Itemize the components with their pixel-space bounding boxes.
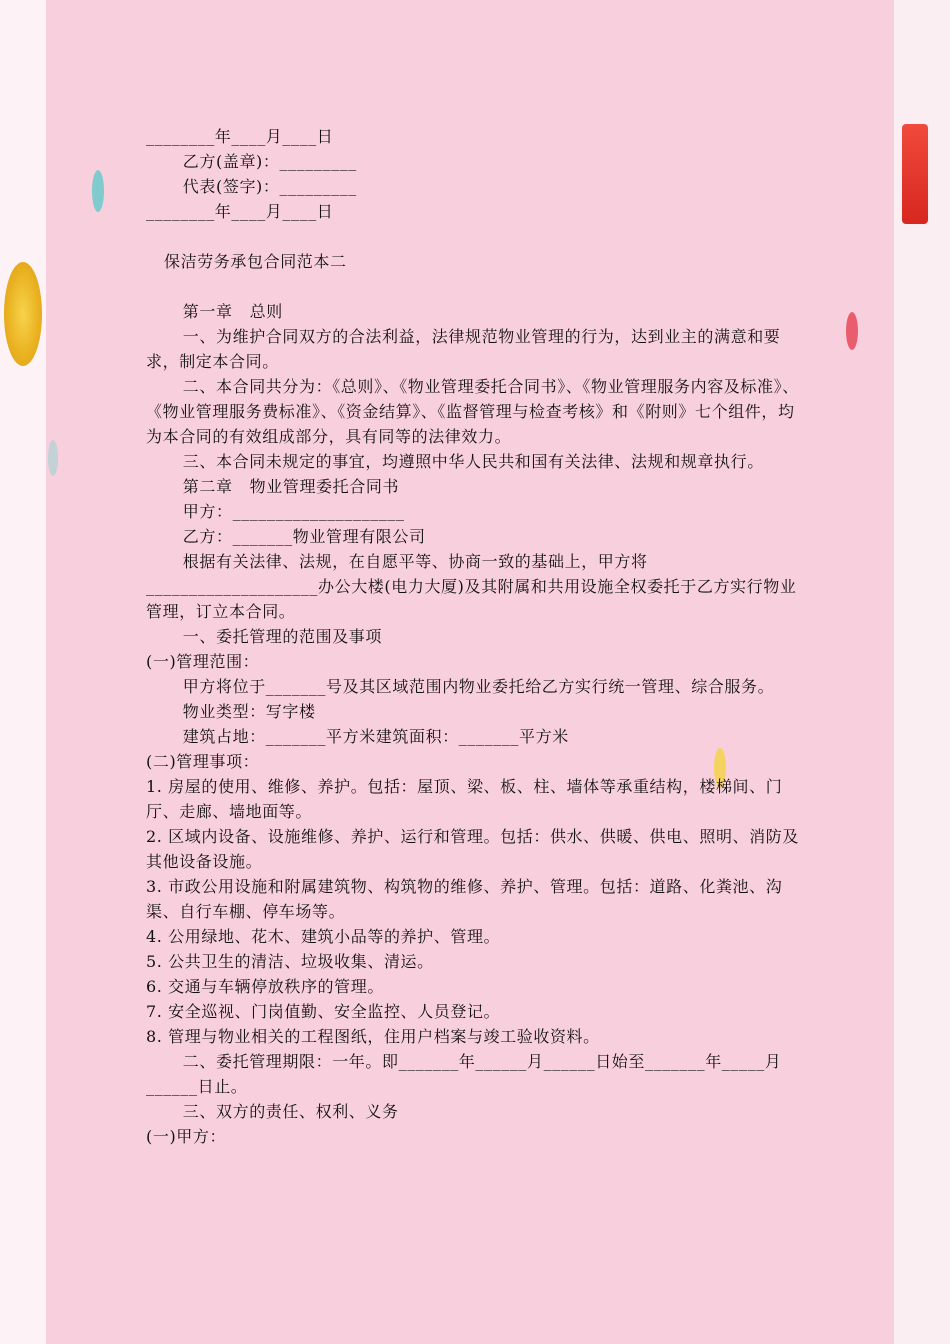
decorative-envelope-icon <box>902 124 928 224</box>
paragraph: 第一章 总则 <box>182 302 283 321</box>
paragraph: 甲方：____________________ <box>182 502 405 521</box>
paragraph: 7. 安全巡视、门岗值勤、安全监控、人员登记。 <box>146 1002 501 1021</box>
signature-line: ________年____月____日 <box>146 127 334 146</box>
paragraph: 5. 公共卫生的清洁、垃圾收集、清运。 <box>146 952 434 971</box>
paragraph: 3. 市政公用设施和附属建筑物、构筑物的维修、养护、管理。包括：道路、化粪池、沟渠、自行车棚、停车场等。 <box>146 877 783 921</box>
paragraph: 1. 房屋的使用、维修、养护。包括：屋顶、梁、板、柱、墙体等承重结构，楼梯间、门厅、走廊、墙地面等。 <box>146 777 783 821</box>
paragraph: 一、为维护合同双方的合法利益，法律规范物业管理的行为，达到业主的满意和要求，制定本合同。 <box>146 327 781 371</box>
decorative-drop-icon <box>846 312 858 350</box>
signature-block <box>146 124 808 224</box>
paragraph: 2. 区域内设备、设施维修、养护、运行和管理。包括：供水、供暖、供电、照明、消防及其他设备设施。 <box>146 827 799 871</box>
signature-line: 代表(签字)：_________ <box>182 177 357 196</box>
decorative-drop-icon <box>92 170 104 212</box>
paragraph: 一、委托管理的范围及事项 <box>182 627 382 646</box>
paragraph: 二、本合同共分为：《总则》、《物业管理委托合同书》、《物业管理服务内容及标准》、《物业管理服务费标准》、《资金结算》、《监督管理与检查考核》和《附则》七个组件，均为本合同的有效组成部分，具有同等的法律效力。 <box>146 377 799 446</box>
paragraph: (二)管理事项： <box>146 752 260 771</box>
paragraph: 根据有关法律、法规，在自愿平等、协商一致的基础上，甲方将____________________办公大楼(电力大厦)及其附属和共用设施全权委托于乙方实行物业管理，订立本合同。 <box>146 552 797 621</box>
paragraph: 6. 交通与车辆停放秩序的管理。 <box>146 977 384 996</box>
paragraph: 4. 公用绿地、花木、建筑小品等的养护、管理。 <box>146 927 501 946</box>
signature-line: ________年____月____日 <box>146 202 334 221</box>
paragraph: (一)管理范围： <box>146 652 260 671</box>
paragraph: 二、委托管理期限：一年。即_______年______月______日始至_______年_____月______日止。 <box>146 1052 782 1096</box>
decorative-drop-icon <box>48 440 58 476</box>
page-margin-left <box>0 0 46 1344</box>
paragraph: (一)甲方： <box>146 1127 227 1146</box>
decorative-coin-icon <box>4 262 42 366</box>
paragraph: 建筑占地：_______平方米建筑面积：_______平方米 <box>182 727 569 746</box>
document-body <box>146 124 808 1149</box>
document-title: 保洁劳务承包合同范本二 <box>164 252 347 271</box>
paragraph: 三、双方的责任、权利、义务 <box>182 1102 399 1121</box>
paragraph: 物业类型：写字楼 <box>182 702 316 721</box>
paragraph: 8. 管理与物业相关的工程图纸，住用户档案与竣工验收资料。 <box>146 1027 600 1046</box>
paragraph: 乙方：_______物业管理有限公司 <box>182 527 426 546</box>
paragraph: 三、本合同未规定的事宜，均遵照中华人民共和国有关法律、法规和规章执行。 <box>182 452 764 471</box>
contract-text <box>146 299 808 1149</box>
signature-line: 乙方(盖章)：_________ <box>182 152 357 171</box>
paragraph: 甲方将位于_______号及其区域范围内物业委托给乙方实行统一管理、综合服务。 <box>182 677 775 696</box>
paragraph: 第二章 物业管理委托合同书 <box>182 477 400 496</box>
